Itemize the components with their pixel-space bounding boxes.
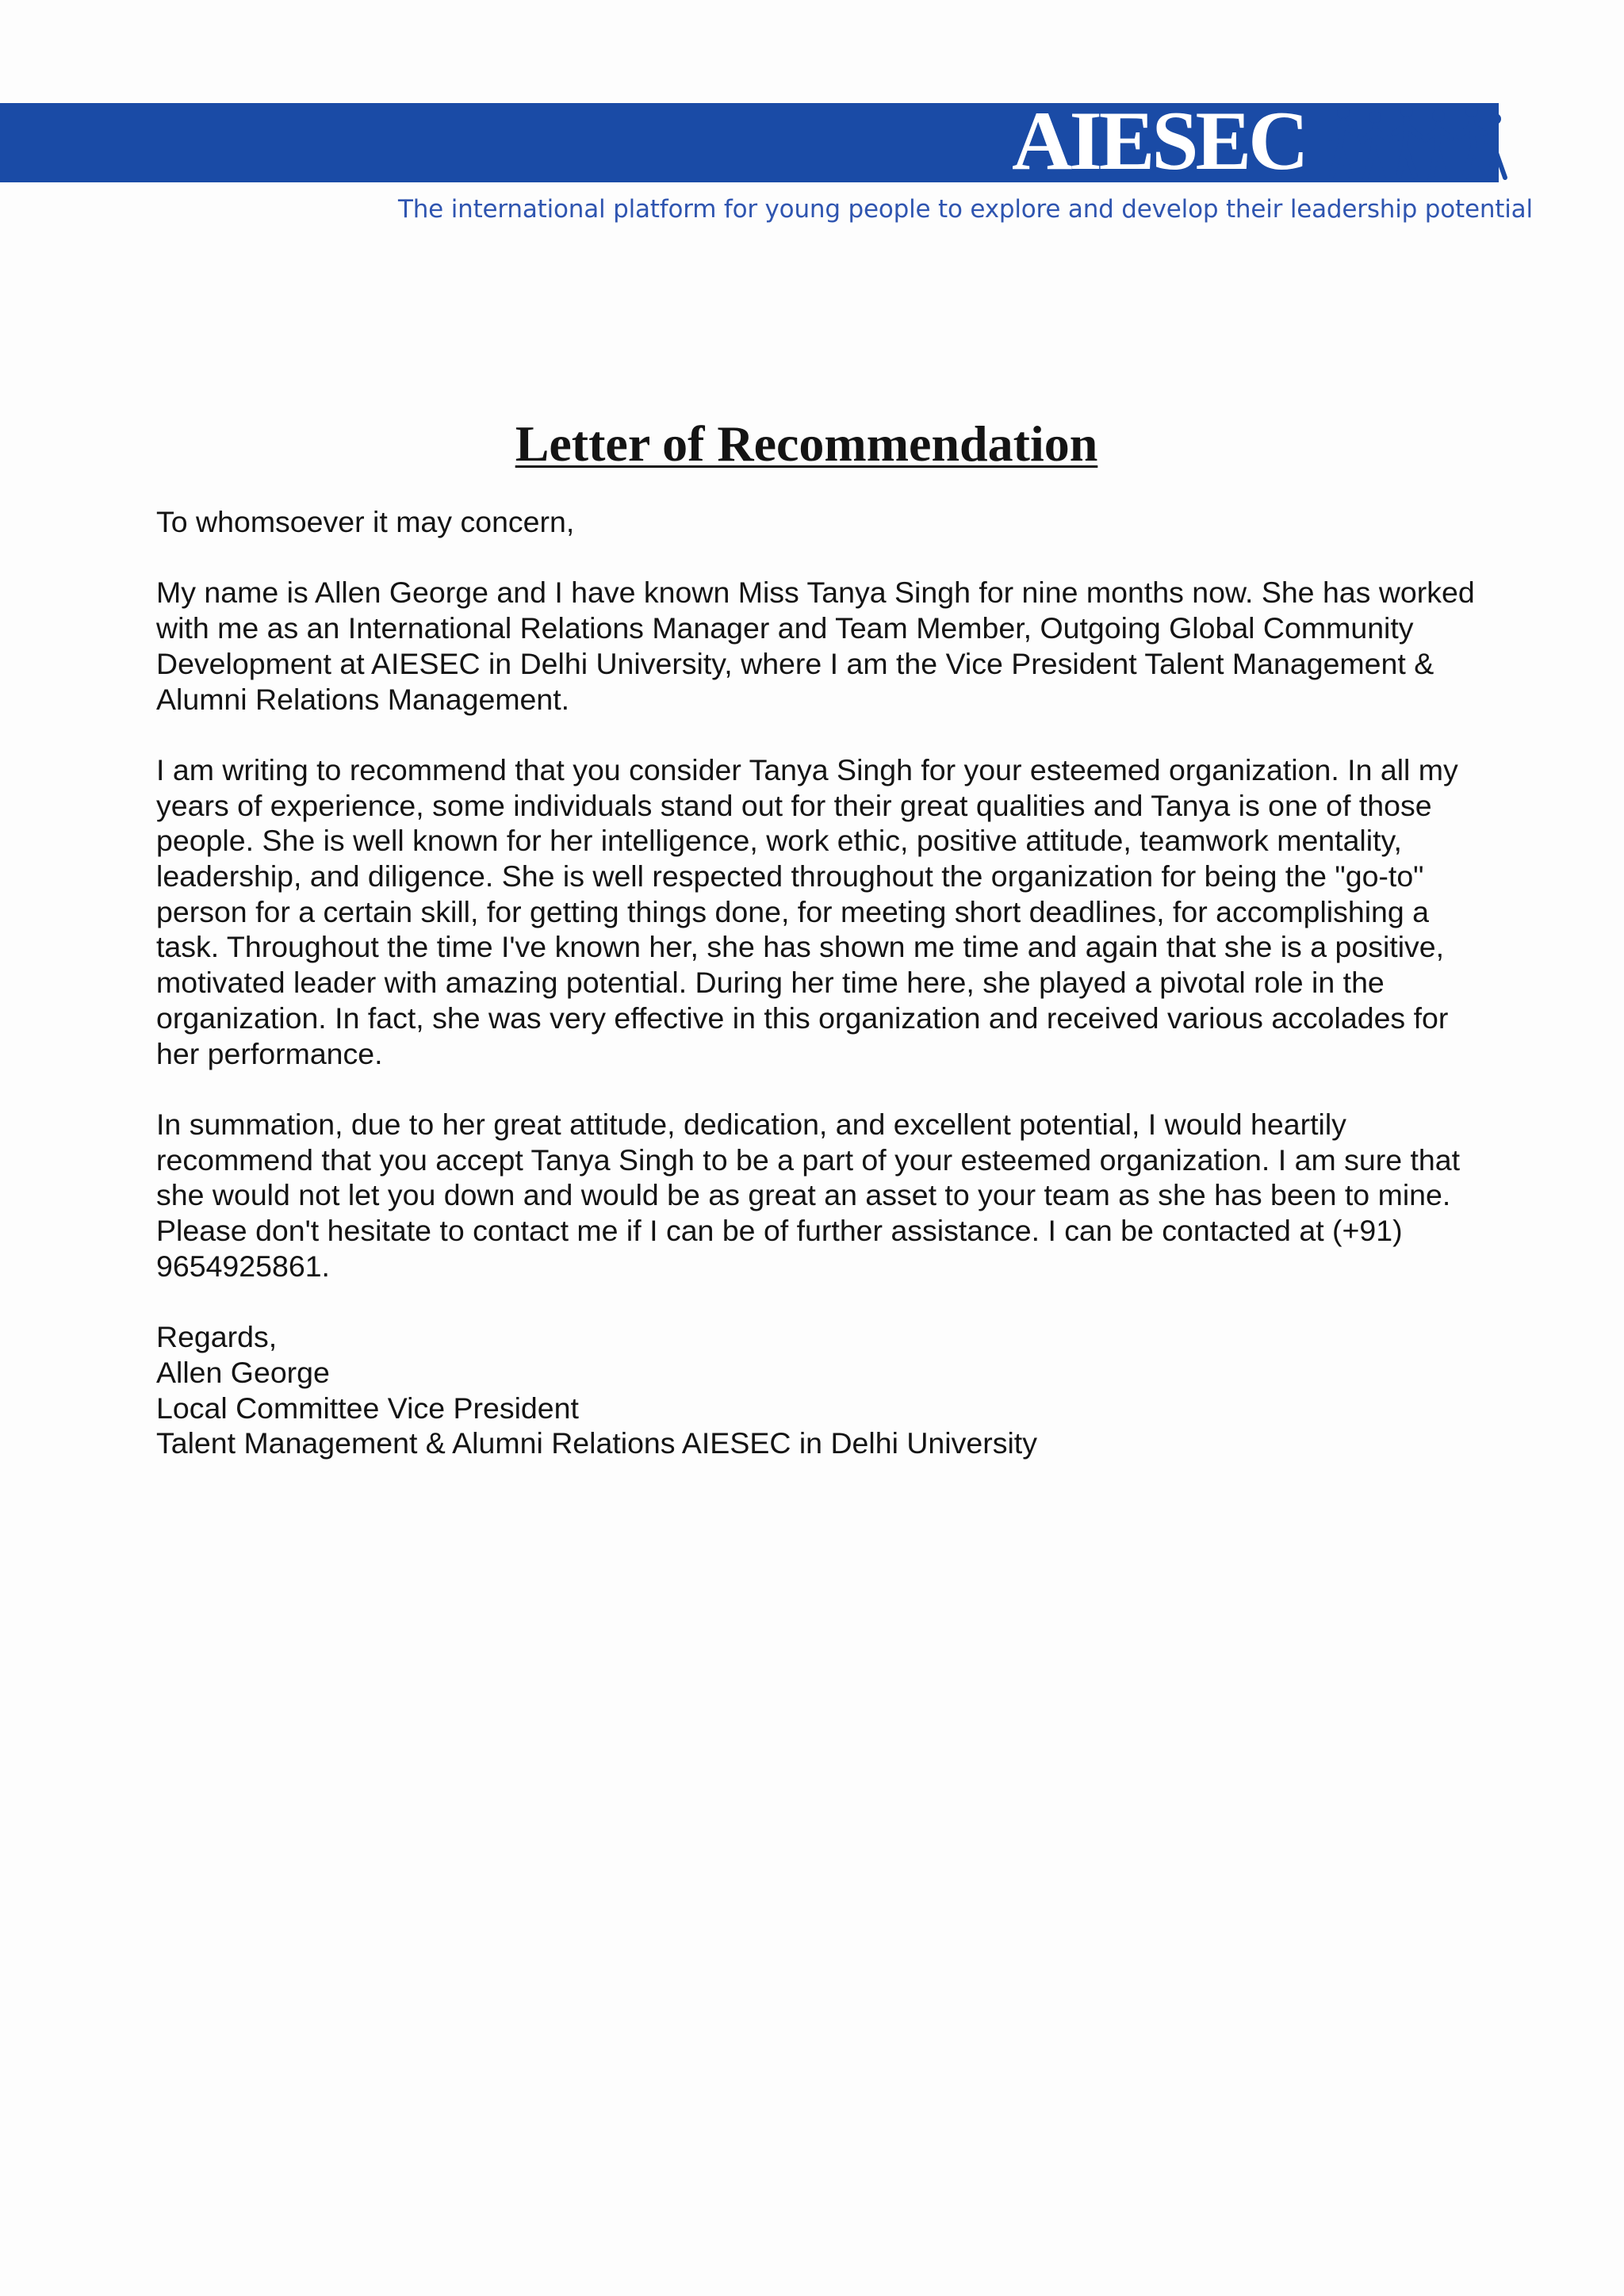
paragraph-recommendation: I am writing to recommend that you consider Tanya Singh for your esteemed organization. In all my years of experience, some individuals stand out for their great qualities and Tanya is one of those people. She is well known for her intelligence, work ethic, positive attitude, teamwork mentality, leadership, and diligence. She is well respected throughout the organization for being the "go-to" person for a certain skill, for getting things done, for meeting short deadlines, for accomplishing a task. Throughout the time I've known her, she has shown me time and again that she is a positive, motivated leader with amazing potential. During her time here, she played a pivotal role in the organization. In fact, she was very effective in this organization and received various accolades for her performance. [156, 752, 1458, 1070]
tagline: The international platform for young people to explore and develop their leadership potential [398, 195, 1533, 224]
signer-unit: Talent Management & Alumni Relations AIESEC in Delhi University [156, 1426, 1037, 1460]
paragraph-introduction: My name is Allen George and I have known Miss Tanya Singh for nine months now. She has worked with me as an International Relations Manager and Team Member, Outgoing Global Community Development at AIESEC in Delhi University, where I am the Vice President Talent Management & Alumni Relations Management. [156, 576, 1475, 716]
signoff-block [156, 1319, 1488, 1461]
paragraph-summation: In summation, due to her great attitude, dedication, and excellent potential, I would heartily recommend that you accept Tanya Singh to be a part of your esteemed organization. I am sure that she would not let you down and would be as great an asset to your team as she has been to mine. [156, 1107, 1461, 1212]
closing: Regards, [156, 1320, 278, 1354]
signer-name: Allen George [156, 1355, 330, 1389]
people-figures-icon [1326, 101, 1508, 187]
letter-title-text: Letter of Recommendation [515, 415, 1098, 472]
aiesec-logo [1005, 94, 1513, 187]
logo-wordmark: AIESEC [1012, 94, 1306, 187]
salutation: To whomsoever it may concern, [156, 505, 575, 538]
signer-role: Local Committee Vice President [156, 1391, 579, 1425]
paragraph-contact: Please don't hesitate to contact me if I can be of further assistance. I can be contacted at (+91) 9654925861. [156, 1214, 1403, 1283]
letter-title [0, 411, 1624, 477]
letter-body [156, 504, 1488, 1461]
